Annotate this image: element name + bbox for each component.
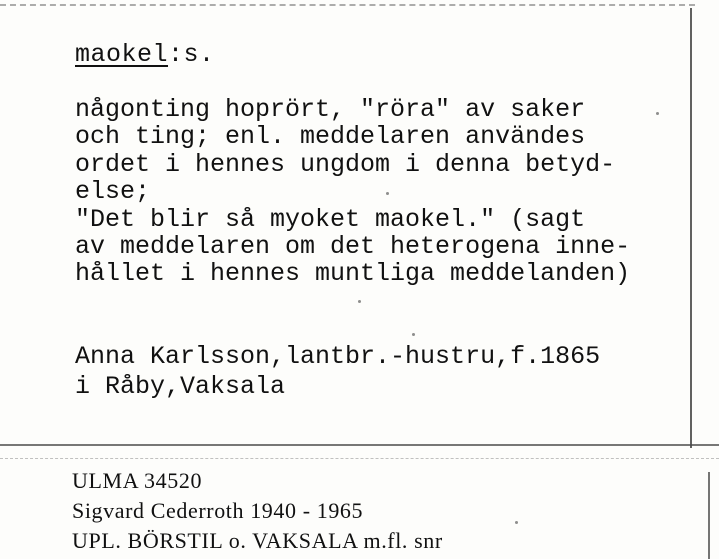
card-right-edge bbox=[690, 8, 692, 448]
archive-location: UPL. BÖRSTIL o. VAKSALA m.fl. snr bbox=[72, 528, 443, 553]
headword bbox=[75, 40, 215, 69]
definition-block bbox=[75, 96, 687, 288]
slip-top-edge bbox=[0, 458, 719, 459]
card-bottom-edge bbox=[0, 444, 719, 446]
paper-speck bbox=[412, 333, 415, 336]
headword-text: maokel bbox=[75, 40, 169, 69]
headword-suffix: :s. bbox=[168, 40, 215, 69]
definition-line: någonting hoprört, "röra" av saker bbox=[75, 95, 586, 124]
definition-line: och ting; enl. meddelaren användes bbox=[75, 122, 586, 152]
informant-line: i Råby,Vaksala bbox=[75, 372, 286, 401]
definition-line: hållet i hennes muntliga meddelanden) bbox=[75, 259, 631, 289]
definition-line: ordet i hennes ungdom i denna betyd- bbox=[75, 149, 616, 179]
paper-speck bbox=[656, 112, 659, 115]
definition-line: av meddelaren om det heterogena inne- bbox=[75, 231, 631, 261]
informant-block bbox=[75, 342, 600, 402]
informant-line: Anna Karlsson,lantbr.-hustru,f.1865 bbox=[75, 342, 601, 371]
archive-collector: Sigvard Cederroth 1940 - 1965 bbox=[72, 498, 364, 523]
slip-right-edge bbox=[708, 472, 710, 559]
archive-id: ULMA 34520 bbox=[72, 468, 203, 493]
paper-speck bbox=[386, 192, 389, 195]
card-top-edge bbox=[0, 4, 695, 6]
definition-line: else; bbox=[75, 177, 151, 207]
paper-speck bbox=[515, 521, 518, 524]
paper-speck bbox=[358, 300, 361, 303]
definition-line: "Det blir så myoket maokel." (sagt bbox=[75, 204, 586, 234]
archive-slip bbox=[72, 466, 443, 556]
